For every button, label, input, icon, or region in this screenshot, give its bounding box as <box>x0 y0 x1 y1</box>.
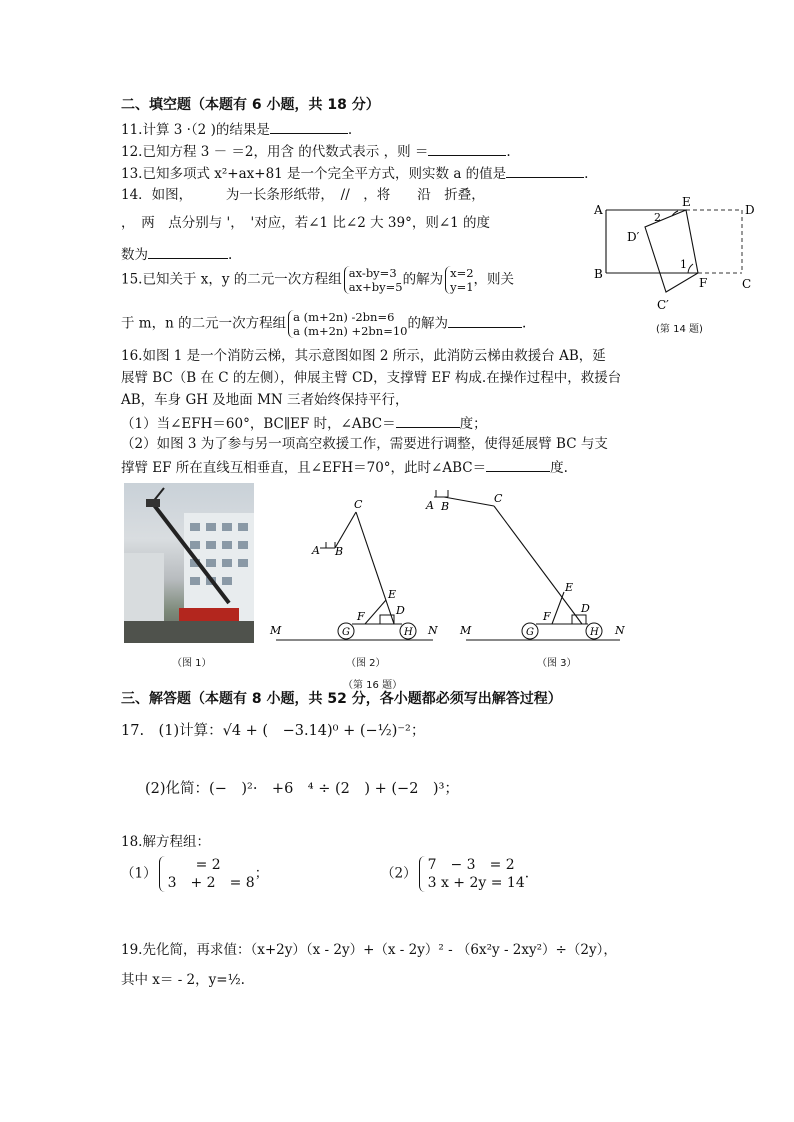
eq: ax-by=3 <box>348 266 397 280</box>
q14-line-c <box>121 244 232 264</box>
fig1-caption: （图 1） <box>172 658 212 669</box>
q18-2-end: . <box>524 865 530 882</box>
figure-14 <box>590 196 760 321</box>
fig14-folded-part <box>645 210 698 292</box>
q16-d-text: （1）当∠EFH＝60°，BC∥EF 时，∠ABC＝ <box>121 416 396 432</box>
q15-system-2 <box>288 310 407 338</box>
fig14-label-e: E <box>682 196 691 209</box>
q19-line-a: 19.先化简，再求值：（x+2y）（x - 2y）+（x - 2y）² - （6x²y - 2xy²）÷（2y）， <box>121 942 617 958</box>
fig3-caption: （图 3） <box>537 658 577 669</box>
fig2-label-h: H <box>404 627 413 638</box>
q18-2-label: （2） <box>381 865 417 882</box>
fig3-arm-bc <box>444 497 494 506</box>
q14-c-text: 数为 <box>121 247 148 263</box>
q15-solution <box>445 266 473 294</box>
fig3-label-a: A <box>426 499 434 512</box>
fig14-label-1: 1 <box>680 258 687 271</box>
q18-1-system <box>159 856 255 892</box>
fire-ladder-photo <box>124 483 254 643</box>
fig14-label-f: F <box>699 276 708 290</box>
answer-blank[interactable] <box>448 313 522 328</box>
answer-blank[interactable] <box>270 119 348 134</box>
answer-blank[interactable] <box>396 413 460 428</box>
eq: a (m+2n) +2bn=10 <box>293 324 408 338</box>
q17-1: 17. (1)计算：√4 + ( −3.14)⁰ + (−½)⁻²； <box>121 723 426 739</box>
q16-line-a: 16.如图 1 是一个消防云梯，其示意图如图 2 所示，此消防云梯由救援台 AB，延 <box>121 348 606 364</box>
q16-line-b: 展臂 BC（B 在 C 的左侧），伸展主臂 CD，支撑臂 EF 构成.在操作过程中，救援台 <box>121 370 622 386</box>
eq: x=2 <box>450 266 474 280</box>
fig2-arm-bc <box>335 512 356 548</box>
fig2-label-e: E <box>388 588 397 601</box>
building-left <box>124 553 164 623</box>
fig14-label-d-prime: D′ <box>627 230 640 244</box>
q18-1-label: （1） <box>121 865 157 882</box>
fig2-label-g: G <box>342 627 350 638</box>
fig3-label-g: G <box>526 627 534 638</box>
eq: y=1 <box>450 280 474 294</box>
eq: 3 + 2 = 8 <box>167 875 255 891</box>
q15-b-end: . <box>521 315 527 332</box>
fig16-caption: （第 16 题） <box>343 680 403 691</box>
fig14-label-a: A <box>594 203 603 217</box>
eq: 3 x + 2y = 14 <box>427 875 525 891</box>
q11-text: 11.计算 3 ·（2 )的结果是 <box>121 122 270 138</box>
answer-blank[interactable] <box>506 163 584 178</box>
q13-text: 13.已知多项式 x²+ax+81 是一个完全平方式，则实数 a 的值是 <box>121 166 507 182</box>
q18-2-system <box>419 856 525 892</box>
fig14-caption: (第 14 题) <box>656 324 703 335</box>
ground <box>124 621 254 643</box>
q15-system-1 <box>344 266 403 294</box>
eq: 7 − 3 = 2 <box>427 857 515 873</box>
fig3-arm-ef <box>552 592 564 624</box>
fig3-label-c: C <box>494 492 503 505</box>
q15-a-end: ，则关 <box>473 271 515 288</box>
fig2-label-b: B <box>335 545 344 558</box>
q17-2: (2)化简：(− )²· +6 ⁴ ÷ (2 ) + (−2 )³； <box>145 781 459 797</box>
q15-b-mid: 的解为 <box>407 315 448 332</box>
q18: 18.解方程组： <box>121 834 210 850</box>
q16-line-e: （2）如图 3 为了参与另一项高空救援工作，需要进行调整，使得延展臂 BC 与支 <box>121 436 608 452</box>
q15-line-b <box>121 310 526 338</box>
fig2-label-m: M <box>270 624 282 637</box>
fig3-label-n: N <box>615 624 625 637</box>
fig2-label-a: A <box>312 544 320 557</box>
fig2-label-f: F <box>357 610 365 623</box>
fig14-angle-1-arc <box>688 264 693 273</box>
section-3-title: 三、解答题（本题有 8 小题，共 52 分，各小题都必须写出解答过程） <box>121 691 562 707</box>
q15-a-pre: 15.已知关于 x，y 的二元一次方程组 <box>121 271 342 288</box>
q14-line-b: ， 两 点分别与 '， '对应，若∠1 比∠2 大 39°，则∠1 的度 <box>121 215 491 231</box>
eq: a (m+2n) -2bn=6 <box>293 310 395 324</box>
q16-line-c: AB，车身 GH 及地面 MN 三者始终保持平行， <box>121 392 409 408</box>
q15-line-a <box>121 266 514 294</box>
fig3-label-h: H <box>590 627 599 638</box>
fig14-label-b: B <box>594 267 603 281</box>
q16-line-f <box>121 457 568 477</box>
q18-1 <box>121 856 268 892</box>
q14-line-a: 14．如图， 为一长条形纸带， // ，将 沿 折叠， <box>121 187 485 203</box>
q18-1-end: ； <box>254 865 269 882</box>
q18-2 <box>381 856 529 892</box>
rescue-platform <box>146 499 160 507</box>
answer-blank[interactable] <box>428 141 506 156</box>
fig3-arm-cd <box>494 506 582 624</box>
eq: ax+by=5 <box>348 280 403 294</box>
q12-end: . <box>506 144 511 160</box>
fig14-label-c-prime: C′ <box>657 298 669 312</box>
fig2-arm-ef <box>365 600 386 624</box>
figure-2 <box>268 490 448 650</box>
fig14-label-d: D <box>745 203 755 217</box>
section-2-title: 二、填空题（本题有 6 小题，共 18 分） <box>121 97 380 113</box>
fig2-caption: （图 2） <box>346 658 386 669</box>
fig14-label-c: C <box>742 277 752 291</box>
q16-f-end: 度. <box>550 460 568 476</box>
q14-c-end: . <box>228 247 233 263</box>
q13 <box>121 163 588 183</box>
fig3-label-f: F <box>543 610 551 623</box>
fig2-label-n: N <box>428 624 438 637</box>
fig2-label-d: D <box>396 604 405 617</box>
q12-text: 12.已知方程 3 － ＝2，用含 的代数式表示 ，则 ＝ <box>121 144 429 160</box>
q12 <box>121 141 511 161</box>
q16-line-d <box>121 413 487 433</box>
fire-ladder-illustration <box>124 483 254 643</box>
figure-3 <box>422 484 632 650</box>
fig3-label-e: E <box>565 581 574 594</box>
fig3-label-d: D <box>581 602 590 615</box>
fig3-label-m: M <box>460 624 472 637</box>
q19-line-b: 其中 x＝ - 2，y=½. <box>121 972 245 988</box>
fig14-label-2: 2 <box>654 211 661 224</box>
fig2-label-c: C <box>354 498 363 511</box>
answer-blank[interactable] <box>148 244 228 259</box>
eq: = 2 <box>167 857 221 873</box>
q16-d-end: 度； <box>459 416 487 432</box>
fig3-label-b: B <box>441 500 450 513</box>
q13-end: . <box>584 166 589 182</box>
answer-blank[interactable] <box>486 457 550 472</box>
q11-end: . <box>347 122 353 138</box>
q16-f-text: 撑臂 EF 所在直线互相垂直，且∠EFH＝70°，此时∠ABC＝ <box>121 460 487 476</box>
q15-a-mid: 的解为 <box>402 271 444 288</box>
fig2-arm-cd <box>356 512 397 624</box>
q11 <box>121 119 352 139</box>
q15-b-pre: 于 m，n 的二元一次方程组 <box>121 315 287 332</box>
